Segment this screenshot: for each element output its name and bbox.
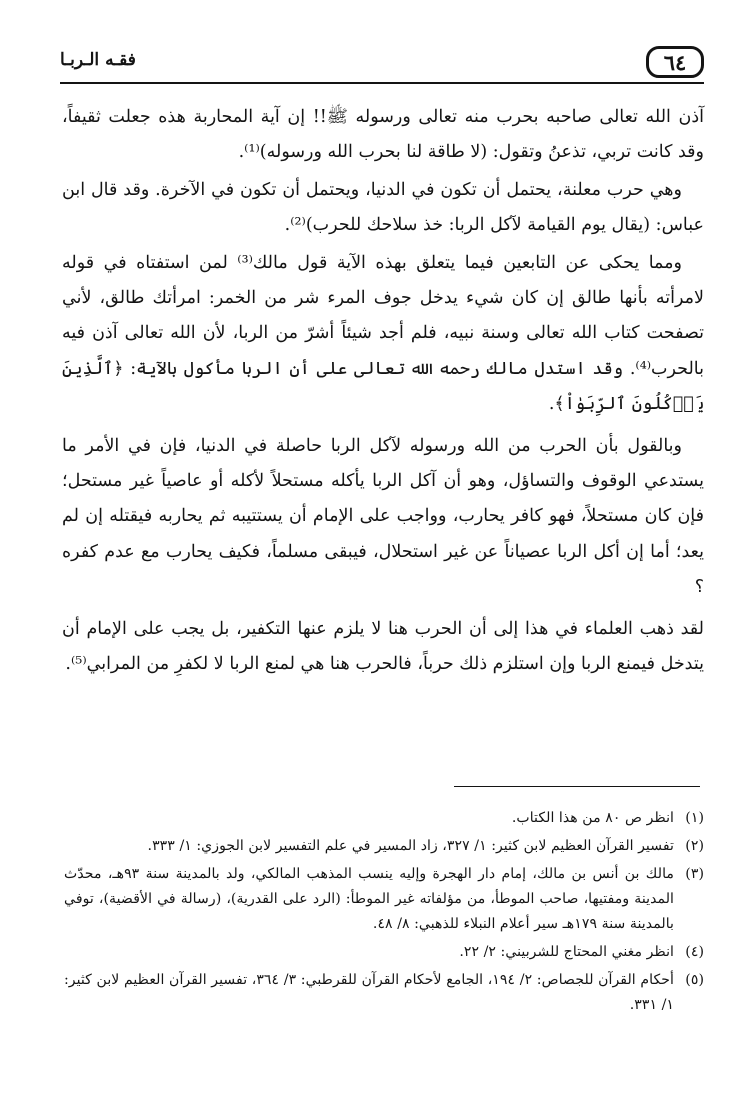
body-text: [62, 100, 704, 683]
footnote-text: أحكام القرآن للجصاص: ٢/ ١٩٤، الجامع لأحكام القرآن للقرطبي: ٣/ ٣٦٤، تفسير القرآن العظيم لابن كثير: ١/ ٣٣١.: [64, 972, 674, 1013]
page-number: ٦٤: [646, 46, 704, 78]
paragraph-4: وبالقول بأن الحرب من الله ورسوله لآكل الربا حاصلة في الدنيا، فإن في الأمر ما يستدعي الوقوف والتساؤل، وهو أن آكل الربا يأكله مستحلاً لأكله أو عاصياً غير مستحل؛ فإن كان مستحلاً، فهو كافر يحارب، وواجب على الإمام أن يستتيبه ثم يحاربه فيقتله إن لم يعد؛ أما إن أكل الربا عصياناً عن غير استحلال، فيبقى مسلماً، فكيف يحارب مع عدم كفره ؟: [62, 435, 704, 598]
footnote-3: [64, 862, 704, 937]
paragraph-3: ومما يحكى عن التابعين فيما يتعلق بهذه الآية قول مالك⁽³⁾ لمن استفتاه في قوله لامرأته بأنها طالق إن كان شيء يدخل جوف المرء شر من الخمر: امرأتك طالق، لأني تصفحت كتاب الله تعالى وسنة نبيه، فلم أجد شيئاً أشرّ من الربا، لأن الله تعالى آذن فيه بالحرب⁽⁴⁾. وقد استدل مالك رحمه الله تعالى على أن الربا مأكول بالآية: ﴿ٱلَّذِينَ يَأۡكُلُونَ ٱلرِّبَوٰاْ﴾.: [62, 252, 704, 415]
footnote-text: انظر مغني المحتاج للشربيني: ٢/ ٢٢.: [459, 944, 674, 960]
footnote-5: [64, 968, 704, 1018]
running-title: فقـه الـربـا: [60, 50, 136, 70]
footnote-number: (٢): [685, 838, 704, 854]
footnote-1: [64, 806, 704, 831]
footnote-number: (٤): [685, 944, 704, 960]
header-rule: [60, 82, 704, 84]
footnotes: [64, 806, 704, 1021]
page-header: [60, 44, 704, 86]
footnote-separator: [454, 786, 700, 787]
footnote-2: [64, 834, 704, 859]
paragraph-2: وهي حرب معلنة، يحتمل أن تكون في الدنيا، ويحتمل أن تكون في الآخرة. وقد قال ابن عباس: (يقال يوم القيامة لآكل الربا: خذ سلاحك للحرب)⁽²⁾.: [62, 179, 704, 236]
footnote-number: (٣): [685, 866, 704, 882]
footnote-number: (٥): [685, 972, 704, 988]
footnote-number: (١): [685, 810, 704, 826]
paragraph-1: آذن الله تعالى صاحبه بحرب منه تعالى ورسوله ﷺ!! إن آية المحاربة هذه جعلت ثقيفاً، وقد كانت تربي، تذعنُ وتقول: (لا طاقة لنا بحرب الله ورسوله)⁽¹⁾.: [62, 107, 704, 163]
footnote-4: [64, 940, 704, 965]
footnote-text: مالك بن أنس بن مالك، إمام دار الهجرة وإليه ينسب المذهب المالكي، ولد بالمدينة سنة ٩٣هـ، محدّث المدينة ومفتيها، صاحب الموطأ، من مؤلفاته غير الموطأ: (الرد على القدرية)، (رسالة في الأقضية)، توفي بالمدينة سنة ١٧٩هـ سير أعلام النبلاء للذهبي: ٨/ ٤٨.: [64, 866, 674, 932]
paragraph-5: لقد ذهب العلماء في هذا إلى أن الحرب هنا لا يلزم عنها التكفير، بل يجب على الإمام أن يتدخل فيمنع الربا وإن استلزم ذلك حرباً، فالحرب هنا هي لمنع الربا لا لكفرِ من المرابي⁽⁵⁾.: [62, 618, 704, 675]
footnote-text: تفسير القرآن العظيم لابن كثير: ١/ ٣٢٧، زاد المسير في علم التفسير لابن الجوزي: ١/ ٣٣٣.: [147, 838, 674, 854]
footnote-text: انظر ص ٨٠ من هذا الكتاب.: [511, 810, 674, 826]
